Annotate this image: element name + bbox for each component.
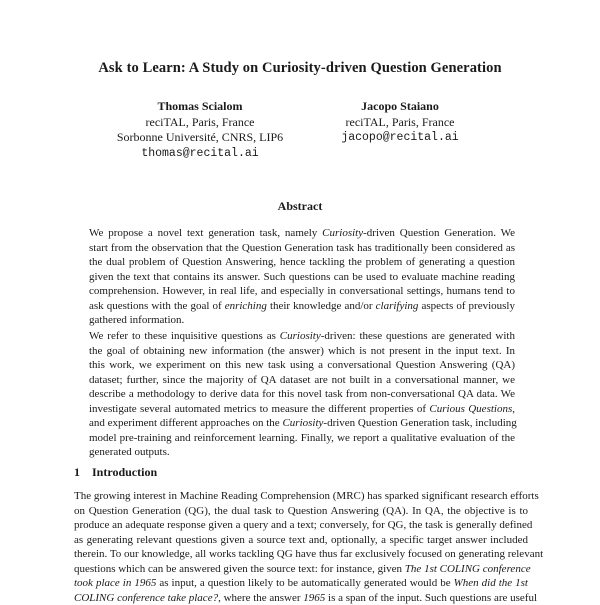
text-line: The growing interest in Machine Reading Comprehension (MRC) has sparked significant research efforts xyxy=(74,489,528,504)
text-line: given the text that contains its answer. Such questions can be used to evaluate machine reading xyxy=(89,270,515,285)
text-line: We propose a novel text generation task, namely Curiosity-driven Question Generation. We xyxy=(89,226,515,241)
text-line: describe a methodology to derive data for this novel task from non-conversational QA data. We xyxy=(89,387,515,402)
text-line: therein. To our knowledge, all works tackling QG have thus far exclusively focused on generating relevant xyxy=(74,547,528,562)
text-line: the goal of obtaining new information (the answer) which is not present in the input text. In xyxy=(89,344,515,359)
author-affiliation: reciTAL, Paris, France xyxy=(105,115,295,131)
abstract-heading: Abstract xyxy=(0,199,600,214)
section-number: 1 xyxy=(74,465,92,480)
text-line: generated outputs. xyxy=(89,445,515,460)
text-line: comprehension. However, in real life, and especially in conversational settings, humans tend to xyxy=(89,284,515,299)
text-line: produce an adequate response given a query and a text; conversely, for QG, the task is generally defined xyxy=(74,518,528,533)
author-name: Thomas Scialom xyxy=(105,99,295,115)
text-line: gathered information. xyxy=(89,313,515,328)
author-affiliation: Sorbonne Université, CNRS, LIP6 xyxy=(105,130,295,146)
text-line: this work, we experiment on this new task using a conversational Question Answering (QA) xyxy=(89,358,515,373)
text-line: start from the observation that the Question Generation task has traditionally been considered as xyxy=(89,241,515,256)
author-email: thomas@recital.ai xyxy=(105,146,295,162)
text-line: the dual problem of Question Answering, hence tackling the problem of generating a question xyxy=(89,255,515,270)
text-line: ask questions with the goal of enriching their knowledge and/or clarifying aspects of previously xyxy=(89,299,515,314)
text-line: investigate several automated metrics to measure the different properties of Curious Questions, xyxy=(89,402,515,417)
text-line: took place in 1965 as input, a question likely to be automatically generated would be When did the 1st xyxy=(74,576,528,591)
section-title: Introduction xyxy=(92,465,157,479)
abstract-paragraph xyxy=(89,226,515,328)
section-heading xyxy=(74,465,157,480)
text-line: as generating relevant questions given a source text and, optionally, a specific target answer included xyxy=(74,533,528,548)
author-affiliation: reciTAL, Paris, France xyxy=(305,115,495,131)
author-name: Jacopo Staiano xyxy=(305,99,495,115)
text-line: on Question Generation (QG), the dual task to Question Answering (QA). In QA, the objective is to xyxy=(74,504,528,519)
author-block xyxy=(105,99,295,161)
text-line: model pre-training and reinforcement learning. Finally, we report a qualitative evaluation of the xyxy=(89,431,515,446)
intro-paragraph xyxy=(74,489,528,605)
author-email: jacopo@recital.ai xyxy=(305,130,495,146)
paper-title: Ask to Learn: A Study on Curiosity-driven Question Generation xyxy=(0,60,600,77)
text-line: COLING conference take place?, where the answer 1965 is a span of the input. Such questions are useful xyxy=(74,591,528,605)
text-line: dataset; further, since the majority of QA dataset are not built in a conversational manner, we xyxy=(89,373,515,388)
text-line: and experiment different approaches on the Curiosity-driven Question Generation task, including xyxy=(89,416,515,431)
text-line: We refer to these inquisitive questions as Curiosity-driven: these questions are generated with xyxy=(89,329,515,344)
author-block xyxy=(305,99,495,146)
abstract-paragraph xyxy=(89,329,515,460)
text-line: questions which can be answered given the source text: for instance, given The 1st COLING conference xyxy=(74,562,528,577)
